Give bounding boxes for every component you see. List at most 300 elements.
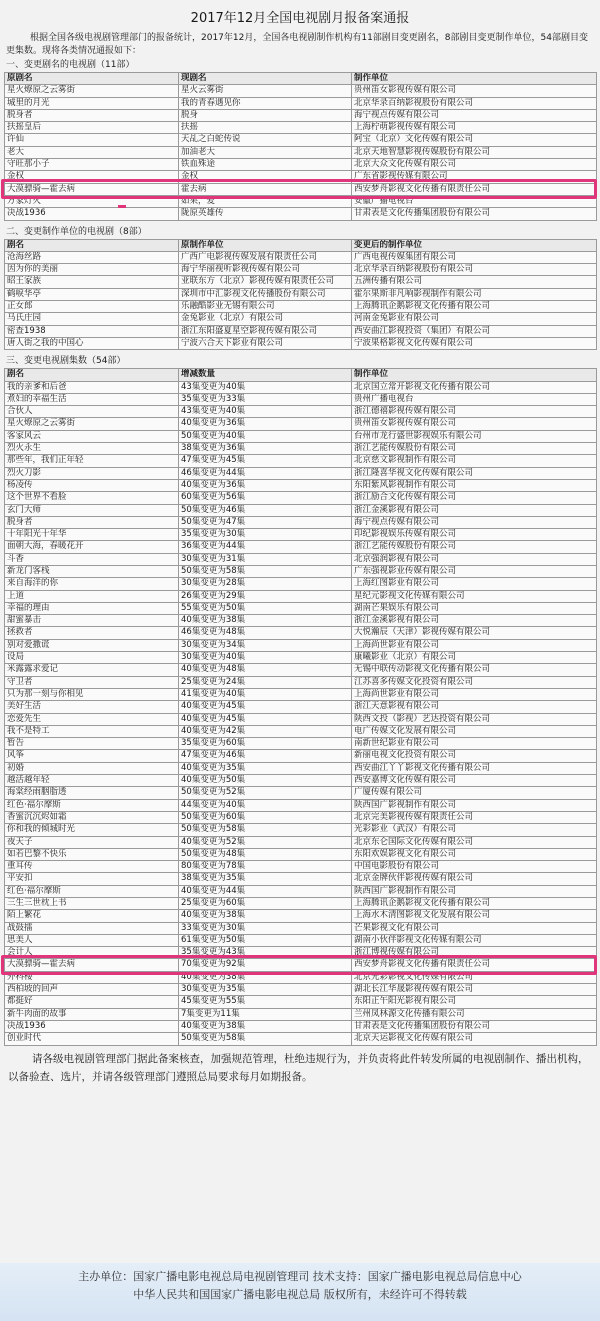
table-row	[5, 85, 597, 97]
table-cell: 只为那一刻与你相见	[5, 688, 179, 700]
column-header: 原制作单位	[179, 239, 352, 251]
table-cell: 上海尚世影业有限公司	[352, 639, 597, 651]
table-cell: 芒果影视文化有限公司	[352, 922, 597, 934]
table-row	[5, 195, 597, 207]
table-cell: 初婚	[5, 762, 179, 774]
table-cell: 乐融酷影业无锡有限公司	[179, 301, 352, 313]
table-cell: 50集变更为60集	[179, 811, 352, 823]
table-cell: 海棠经雨胭脂透	[5, 787, 179, 799]
table-row	[5, 301, 597, 313]
table-cell: 40集变更为44集	[179, 885, 352, 897]
table-row	[5, 578, 597, 590]
table-row	[5, 455, 597, 467]
table-cell: 风筝	[5, 750, 179, 762]
table-cell: 40集变更为42集	[179, 725, 352, 737]
table-row	[5, 492, 597, 504]
table-row	[5, 701, 597, 713]
table-cell: 北京华录百纳影视股份有限公司	[352, 264, 597, 276]
table-row	[5, 171, 597, 183]
table-row	[5, 541, 597, 553]
table-row	[5, 406, 597, 418]
table-cell: 贵州广播电视台	[352, 393, 597, 405]
table-cell: 金权	[179, 171, 352, 183]
table-cell: 40集变更为38集	[179, 971, 352, 983]
table-row	[5, 1008, 597, 1020]
table-cell: 47集变更为45集	[179, 455, 352, 467]
table-cell: 兰州凤林源文化传播有限公司	[352, 1008, 597, 1020]
table-cell: 天乩之白蛇传说	[179, 134, 352, 146]
table-cell: 海宁视点传媒有限公司	[352, 109, 597, 121]
table-cell: 外科楼	[5, 971, 179, 983]
table-row	[5, 208, 597, 220]
table-cell: 61集变更为50集	[179, 934, 352, 946]
table-cell: 扶摇	[179, 122, 352, 134]
table-cell: 西安梦舟影视文化传播有限责任公司	[352, 183, 597, 195]
table-cell: 上海水木清图影视文化发展有限公司	[352, 910, 597, 922]
table-cell: 安徽广播电视台	[352, 195, 597, 207]
table-row	[5, 553, 597, 565]
table-cell: 阿宝（北京）文化传媒有限公司	[352, 134, 597, 146]
table-row	[5, 183, 597, 195]
table-cell: 五洲传播有限公司	[352, 276, 597, 288]
table-row	[5, 898, 597, 910]
table-cell: 无锡中联传动影视文化传播有限公司	[352, 664, 597, 676]
highlight-mark	[118, 205, 126, 208]
table-cell: 浙江博视传媒有限公司	[352, 947, 597, 959]
table-cell: 43集变更为40集	[179, 406, 352, 418]
table-cell: 守旺那小子	[5, 159, 179, 171]
table-row	[5, 652, 597, 664]
table-cell: 十年阳光十年华	[5, 529, 179, 541]
table-cell: 脱身者	[5, 109, 179, 121]
table-row	[5, 504, 597, 516]
table-row	[5, 288, 597, 300]
table-cell: 浙江金溪影视有限公司	[352, 615, 597, 627]
table-cell: 台州市龙行盛世影视娱乐有限公司	[352, 430, 597, 442]
column-header: 制作单位	[352, 369, 597, 381]
table-cell: 红色·福尔摩斯	[5, 885, 179, 897]
section3-table	[4, 368, 597, 1045]
table-cell: 玄门大师	[5, 504, 179, 516]
table-cell: 湖南芒果娱乐有限公司	[352, 602, 597, 614]
table-cell: 35集变更为33集	[179, 393, 352, 405]
table-cell: 沧海丝路	[5, 251, 179, 263]
table-cell: 星火燎原之云雾街	[5, 418, 179, 430]
table-cell: 广西电视传媒集团有限公司	[352, 251, 597, 263]
table-cell: 46集变更为48集	[179, 627, 352, 639]
section2-heading: 二、变更制作单位的电视剧（8部）	[6, 226, 147, 237]
table-cell: 设局	[5, 652, 179, 664]
table-cell: 脱身者	[5, 516, 179, 528]
table-cell: 80集变更为78集	[179, 861, 352, 873]
table-cell: 河南金兔影业有限公司	[352, 313, 597, 325]
table-cell: 宁波果格影视文化传媒有限公司	[352, 337, 597, 349]
table-cell: 星火燎原之云雾街	[5, 85, 179, 97]
table-row	[5, 824, 597, 836]
table-header-row	[5, 73, 597, 85]
table-cell: 浙江天意影视有限公司	[352, 701, 597, 713]
table-row	[5, 947, 597, 959]
table-cell: 金权	[5, 171, 179, 183]
table-cell: 东阳欢娱影视文化有限公司	[352, 848, 597, 860]
table-cell: 50集变更为58集	[179, 565, 352, 577]
table-cell: 霍尔果斯非凡响影视制作有限公司	[352, 288, 597, 300]
table-cell: 湖南小伙伴影视文化传媒有限公司	[352, 934, 597, 946]
table-cell: 70集变更为92集	[179, 959, 352, 971]
table-cell: 恋爱先生	[5, 713, 179, 725]
table-row	[5, 861, 597, 873]
table-cell: 正女郎	[5, 301, 179, 313]
table-cell: 拯救者	[5, 627, 179, 639]
table-cell: 50集变更为48集	[179, 848, 352, 860]
table-cell: 电广传媒文化发展有限公司	[352, 725, 597, 737]
table-cell: 夜天子	[5, 836, 179, 848]
table-row	[5, 910, 597, 922]
table-cell: 合伙人	[5, 406, 179, 418]
table-cell: 浙江励合文化传媒有限公司	[352, 492, 597, 504]
footer-line1: 主办单位：国家广播电影电视总局电视剧管理司 技术支持：国家广播电影电视总局信息中心	[78, 1270, 522, 1283]
table-row	[5, 959, 597, 971]
table-row	[5, 146, 597, 158]
section1-table	[4, 72, 597, 221]
table-row	[5, 393, 597, 405]
table-row	[5, 479, 597, 491]
table-cell: 北京金牌伙伴影视传媒有限公司	[352, 873, 597, 885]
table-cell: 40集变更为45集	[179, 713, 352, 725]
table-cell: 陇原英雄传	[179, 208, 352, 220]
table-row	[5, 602, 597, 614]
table-cell: 甘肃表是文化传播集团股份有限公司	[352, 1020, 597, 1032]
table-cell: 北京东仑国际文化传媒有限公司	[352, 836, 597, 848]
table-cell: 北京大众文化传媒有限公司	[352, 159, 597, 171]
table-cell: 40集变更为36集	[179, 479, 352, 491]
table-cell: 烈火永生	[5, 443, 179, 455]
table-cell: 密查1938	[5, 325, 179, 337]
table-row	[5, 787, 597, 799]
table-row	[5, 873, 597, 885]
table-row	[5, 430, 597, 442]
table-row	[5, 565, 597, 577]
table-cell: 46集变更为44集	[179, 467, 352, 479]
table-row	[5, 775, 597, 787]
table-cell: 唐人街之我的中国心	[5, 337, 179, 349]
table-cell: 北京国立常开影视文化传播有限公司	[352, 381, 597, 393]
table-row	[5, 159, 597, 171]
table-cell: 决战1936	[5, 208, 179, 220]
table-cell: 平安扣	[5, 873, 179, 885]
table-cell: 宁波六合天下影业有限公司	[179, 337, 352, 349]
table-cell: 思美人	[5, 934, 179, 946]
table-cell: 上海腾讯企鹅影视文化传播有限公司	[352, 898, 597, 910]
table-cell: 北京强润影视有限公司	[352, 553, 597, 565]
table-cell: 杨凌传	[5, 479, 179, 491]
table-row	[5, 134, 597, 146]
table-cell: 40集变更为35集	[179, 762, 352, 774]
table-cell: 41集变更为40集	[179, 688, 352, 700]
table-cell: 55集变更为50集	[179, 602, 352, 614]
table-cell: 因为你的美丽	[5, 264, 179, 276]
table-cell: 陕西国广影视制作有限公司	[352, 799, 597, 811]
table-row	[5, 750, 597, 762]
column-header: 变更后的制作单位	[352, 239, 597, 251]
table-cell: 浙江德禧影视传媒有限公司	[352, 406, 597, 418]
table-cell: 36集变更为44集	[179, 541, 352, 553]
table-row	[5, 934, 597, 946]
table-cell: 西安曲江丫丫影视文化传播有限公司	[352, 762, 597, 774]
table-cell: 印纪影视娱乐传媒有限公司	[352, 529, 597, 541]
table-cell: 重耳传	[5, 861, 179, 873]
column-header: 剧名	[5, 239, 179, 251]
table-cell: 上道	[5, 590, 179, 602]
table-row	[5, 251, 597, 263]
table-row	[5, 713, 597, 725]
table-cell: 40集变更为50集	[179, 775, 352, 787]
table-cell: 甘肃表是文化传播集团股份有限公司	[352, 208, 597, 220]
table-cell: 星纪元影视文化传媒有限公司	[352, 590, 597, 602]
table-row	[5, 922, 597, 934]
table-cell: 38集变更为36集	[179, 443, 352, 455]
table-cell: 煮妇的幸福生活	[5, 393, 179, 405]
table-row	[5, 811, 597, 823]
table-cell: 鹤唳华亭	[5, 288, 179, 300]
table-cell: 深圳市中汇影视文化传播股份有限公司	[179, 288, 352, 300]
table-cell: 老大	[5, 146, 179, 158]
table-cell: 陌上繁花	[5, 910, 179, 922]
table-cell: 上海柠萌影视传媒有限公司	[352, 122, 597, 134]
table-cell: 新龙门客栈	[5, 565, 179, 577]
table-cell: 西安梦舟影视文化传播有限责任公司	[352, 959, 597, 971]
table-row	[5, 738, 597, 750]
table-cell: 万家灯火	[5, 195, 179, 207]
table-cell: 西安嘉博文化传媒有限公司	[352, 775, 597, 787]
table-cell: 30集变更为28集	[179, 578, 352, 590]
table-cell: 东阳正午阳光影视有限公司	[352, 996, 597, 1008]
table-cell: 新牛肉面的故事	[5, 1008, 179, 1020]
column-header: 制作单位	[352, 73, 597, 85]
table-row	[5, 848, 597, 860]
table-cell: 30集变更为34集	[179, 639, 352, 651]
table-row	[5, 639, 597, 651]
table-row	[5, 799, 597, 811]
table-cell: 昭王家族	[5, 276, 179, 288]
table-cell: 浙江艺能传媒股份有限公司	[352, 541, 597, 553]
table-cell: 金兔影业（北京）有限公司	[179, 313, 352, 325]
table-cell: 大漠骠骑—霍去病	[5, 183, 179, 195]
table-row	[5, 381, 597, 393]
table-cell: 陕西文投（影视）艺达投资有限公司	[352, 713, 597, 725]
table-row	[5, 984, 597, 996]
table-row	[5, 836, 597, 848]
table-cell: 广东强视影业传媒有限公司	[352, 565, 597, 577]
table-cell: 广厦传媒有限公司	[352, 787, 597, 799]
table-cell: 北京天运影视文化传媒有限公司	[352, 1033, 597, 1045]
table-cell: 浙江东阳盛夏星空影视传媒有限公司	[179, 325, 352, 337]
section3-heading: 三、变更电视剧集数（54部）	[6, 356, 126, 367]
table-cell: 米露露求爱记	[5, 664, 179, 676]
table-cell: 如若巴黎不快乐	[5, 848, 179, 860]
table-cell: 25集变更为24集	[179, 676, 352, 688]
table-cell: 40集变更为36集	[179, 418, 352, 430]
table-row	[5, 725, 597, 737]
table-cell: 城里的月光	[5, 97, 179, 109]
table-cell: 决战1936	[5, 1020, 179, 1032]
table-cell: 44集变更为40集	[179, 799, 352, 811]
table-row	[5, 676, 597, 688]
table-cell: 47集变更为46集	[179, 750, 352, 762]
table-cell: 客家风云	[5, 430, 179, 442]
table-cell: 30集变更为31集	[179, 553, 352, 565]
table-cell: 烈火刀影	[5, 467, 179, 479]
table-cell: 35集变更为30集	[179, 529, 352, 541]
table-row	[5, 762, 597, 774]
table-row	[5, 264, 597, 276]
table-cell: 40集变更为48集	[179, 664, 352, 676]
table-row	[5, 516, 597, 528]
table-row	[5, 109, 597, 121]
table-cell: 贵州笛女影视传媒有限公司	[352, 418, 597, 430]
table-cell: 美好生活	[5, 701, 179, 713]
table-cell: 43集变更为40集	[179, 381, 352, 393]
table-cell: 陕西国广影视制作有限公司	[352, 885, 597, 897]
table-row	[5, 337, 597, 349]
table-cell: 南新世纪影业有限公司	[352, 738, 597, 750]
table-cell: 50集变更为58集	[179, 1033, 352, 1045]
table-row	[5, 627, 597, 639]
table-row	[5, 590, 597, 602]
table-cell: 会计人	[5, 947, 179, 959]
table-cell: 光彩影业（武汉）有限公司	[352, 824, 597, 836]
table-cell: 甜蜜暴击	[5, 615, 179, 627]
table-cell: 45集变更为55集	[179, 996, 352, 1008]
table-cell: 面朝大海，春暖花开	[5, 541, 179, 553]
table-row	[5, 664, 597, 676]
table-cell: 霍去病	[179, 183, 352, 195]
table-cell: 我的青春遇见你	[179, 97, 352, 109]
table-cell: 7集变更为11集	[179, 1008, 352, 1020]
table-row	[5, 276, 597, 288]
table-cell: 江苏喜多传媒文化投资有限公司	[352, 676, 597, 688]
table-cell: 西安曲江影视投资（集团）有限公司	[352, 325, 597, 337]
table-cell: 东阳紫风影视制作有限公司	[352, 479, 597, 491]
table-cell: 38集变更为35集	[179, 873, 352, 885]
table-cell: 北京华录百纳影视股份有限公司	[352, 97, 597, 109]
table-cell: 上海红图影业有限公司	[352, 578, 597, 590]
table-cell: 大悦瀚辰（天津）影视传媒有限公司	[352, 627, 597, 639]
table-cell: 扶摇皇后	[5, 122, 179, 134]
table-cell: 40集变更为45集	[179, 701, 352, 713]
table-cell: 40集变更为52集	[179, 836, 352, 848]
table-cell: 创业时代	[5, 1033, 179, 1045]
section2-table	[4, 239, 597, 351]
table-cell: 红色·福尔摩斯	[5, 799, 179, 811]
table-cell: 许仙	[5, 134, 179, 146]
table-cell: 中国电影股份有限公司	[352, 861, 597, 873]
table-cell: 33集变更为30集	[179, 922, 352, 934]
table-cell: 北京完美影视传媒有限责任公司	[352, 811, 597, 823]
footer	[0, 1263, 600, 1321]
table-row	[5, 313, 597, 325]
table-cell: 50集变更为52集	[179, 787, 352, 799]
page-title: 2017年12月全国电视剧月报备案通报	[190, 11, 410, 26]
table-row	[5, 996, 597, 1008]
table-cell: 我不是特工	[5, 725, 179, 737]
table-cell: 大漠骠骑—霍去病	[5, 959, 179, 971]
table-cell: 贵州笛女影视传媒有限公司	[352, 85, 597, 97]
table-row	[5, 885, 597, 897]
table-cell: 广东省影视传媒有限公司	[352, 171, 597, 183]
closing-paragraph: 请各级电视剧管理部门据此备案核查，加强规范管理，杜绝违规行为，并负责将此件转发所属的电视剧制作、播出机构，以备验查、选片，并请各级管理部门遵照总局要求每月如期报备。	[8, 1052, 589, 1083]
section1-heading: 一、变更剧名的电视剧（11部）	[6, 60, 135, 70]
table-cell: 北京光彩影视文化传媒有限公司	[352, 971, 597, 983]
table-cell: 越活越年轻	[5, 775, 179, 787]
table-cell: 加油老大	[179, 146, 352, 158]
table-cell: 脱身	[179, 109, 352, 121]
column-header: 增减数量	[179, 369, 352, 381]
table-cell: 马氏庄园	[5, 313, 179, 325]
table-row	[5, 97, 597, 109]
table-row	[5, 122, 597, 134]
intro-paragraph: 根据全国各级电视剧管理部门的报备统计，2017年12月，全国各电视剧制作机构有11部剧目变更剧名，8部剧目变更制作单位，54部剧目变更集数。现将各类情况通报如下：	[6, 33, 588, 56]
table-cell: 海宁视点传媒有限公司	[352, 516, 597, 528]
column-header: 原剧名	[5, 73, 179, 85]
table-cell: 斗香	[5, 553, 179, 565]
table-cell: 35集变更为60集	[179, 738, 352, 750]
table-cell: 浙江艺能传媒股份有限公司	[352, 443, 597, 455]
table-cell: 上海腾讯企鹅影视文化传播有限公司	[352, 301, 597, 313]
table-cell: 北京天地智慧影视传媒股份有限公司	[352, 146, 597, 158]
table-cell: 我的亲爹和后爸	[5, 381, 179, 393]
table-cell: 守卫者	[5, 676, 179, 688]
table-cell: 50集变更为47集	[179, 516, 352, 528]
table-cell: 新丽电视文化投资有限公司	[352, 750, 597, 762]
table-cell: 都挺好	[5, 996, 179, 1008]
table-cell: 26集变更为29集	[179, 590, 352, 602]
table-cell: 50集变更为58集	[179, 824, 352, 836]
table-cell: 50集变更为46集	[179, 504, 352, 516]
table-cell: 西柏坡的回声	[5, 984, 179, 996]
table-cell: 上海尚世影业有限公司	[352, 688, 597, 700]
column-header: 剧名	[5, 369, 179, 381]
table-cell: 别对爱撒谎	[5, 639, 179, 651]
table-cell: 30集变更为35集	[179, 984, 352, 996]
table-cell: 25集变更为60集	[179, 898, 352, 910]
table-cell: 40集变更为38集	[179, 615, 352, 627]
table-cell: 康曦影业（北京）有限公司	[352, 652, 597, 664]
table-row	[5, 615, 597, 627]
table-row	[5, 467, 597, 479]
table-row	[5, 443, 597, 455]
table-header-row	[5, 239, 597, 251]
table-cell: 战鼓擂	[5, 922, 179, 934]
table-header-row	[5, 369, 597, 381]
table-cell: 50集变更为40集	[179, 430, 352, 442]
table-cell: 来自海洋的你	[5, 578, 179, 590]
table-row	[5, 325, 597, 337]
table-cell: 40集变更为38集	[179, 1020, 352, 1032]
table-row	[5, 688, 597, 700]
table-cell: 北京慈文影视制作有限公司	[352, 455, 597, 467]
table-cell: 40集变更为38集	[179, 910, 352, 922]
table-row	[5, 529, 597, 541]
table-cell: 铁血殊途	[179, 159, 352, 171]
table-row	[5, 1020, 597, 1032]
table-row	[5, 971, 597, 983]
table-cell: 湖北长江华晟影视传媒有限公司	[352, 984, 597, 996]
table-cell: 35集变更为43集	[179, 947, 352, 959]
table-cell: 亚联东方（北京）影视传媒有限责任公司	[179, 276, 352, 288]
table-cell: 三生三世枕上书	[5, 898, 179, 910]
table-cell: 暂告	[5, 738, 179, 750]
